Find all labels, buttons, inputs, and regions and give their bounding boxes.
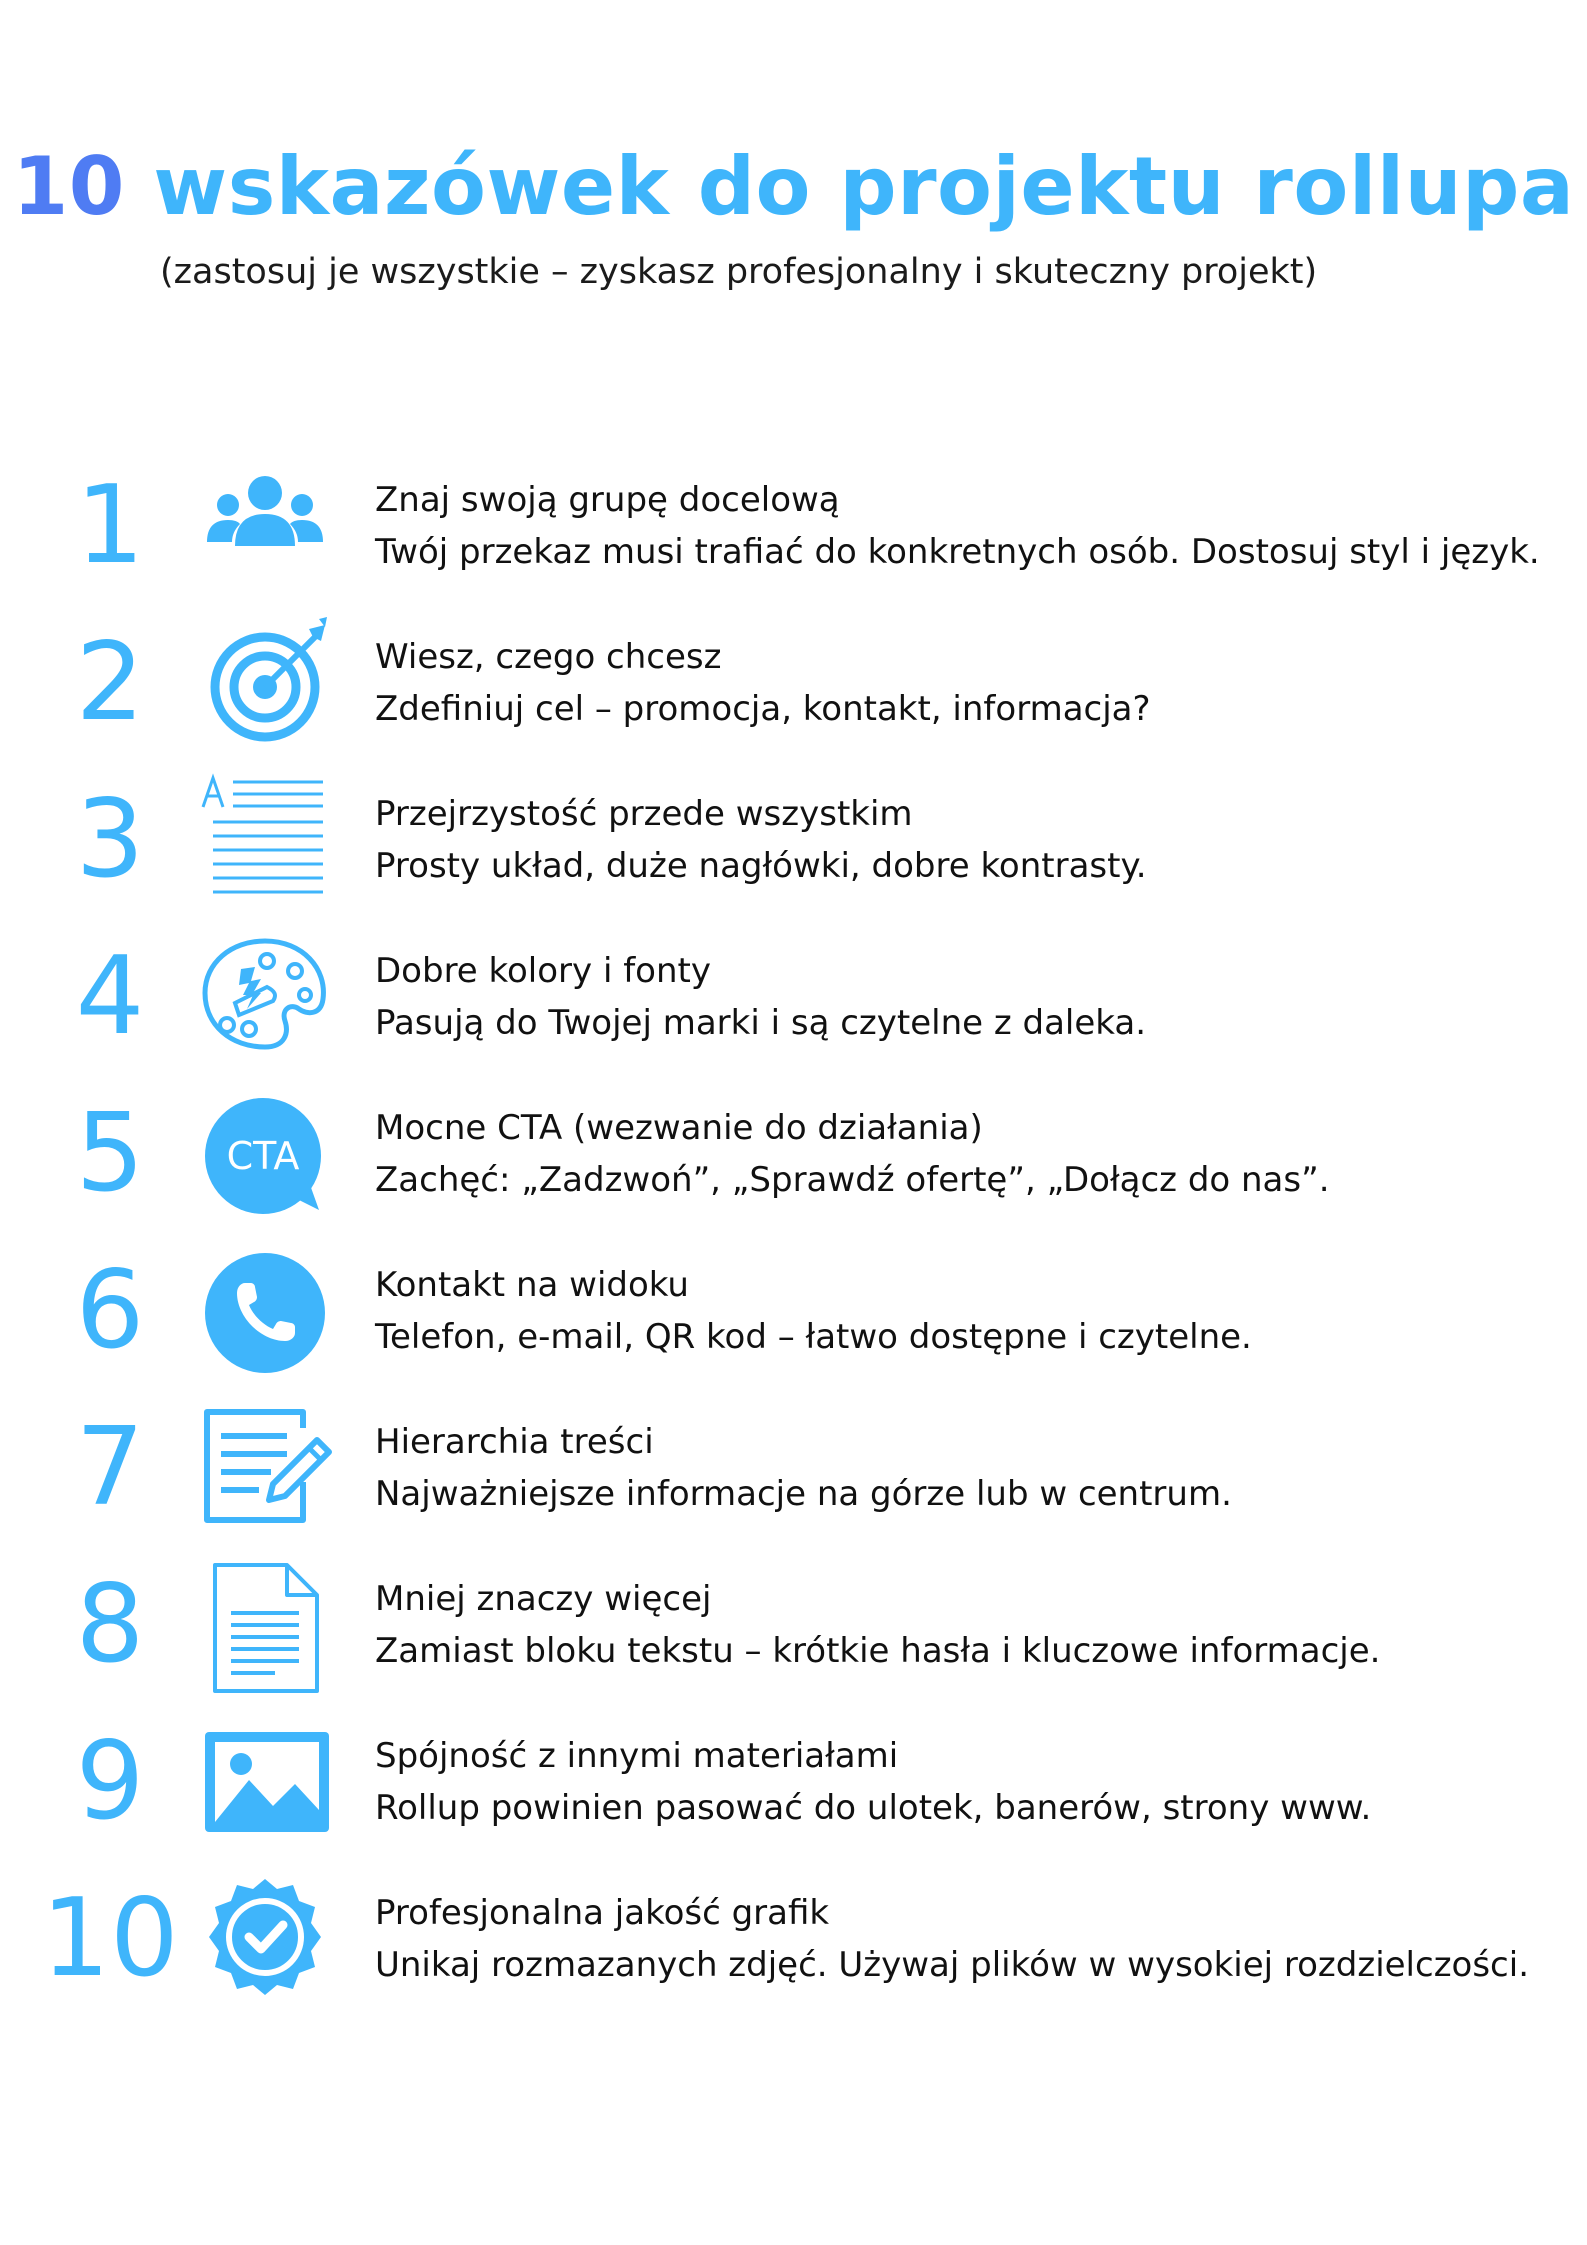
document-icon xyxy=(195,1557,335,1697)
tip-number: 7 xyxy=(75,1405,145,1530)
tip-number: 4 xyxy=(75,934,145,1059)
tip-heading: Hierarchia treści xyxy=(375,1422,654,1462)
tip-heading: Przejrzystość przede wszystkim xyxy=(375,794,913,834)
tip-heading: Dobre kolory i fonty xyxy=(375,951,711,991)
tip-item xyxy=(0,772,1587,922)
cta-label: CTA xyxy=(226,1134,300,1178)
text-lines-icon xyxy=(195,772,335,912)
cta-bubble-icon xyxy=(195,1086,335,1226)
tip-heading: Kontakt na widoku xyxy=(375,1265,689,1305)
tip-description: Najważniejsze informacje na górze lub w centrum. xyxy=(375,1474,1232,1514)
page-title xyxy=(0,140,1587,233)
tip-heading: Spójność z innymi materiałami xyxy=(375,1736,899,1776)
tip-number: 3 xyxy=(75,777,145,902)
tip-heading: Mocne CTA (wezwanie do działania) xyxy=(375,1108,983,1148)
tip-item xyxy=(0,1086,1587,1236)
tip-item xyxy=(0,1871,1587,2021)
tip-number: 8 xyxy=(75,1562,145,1687)
title-number: 10 xyxy=(12,140,125,233)
tip-item xyxy=(0,458,1587,608)
tip-item xyxy=(0,1243,1587,1393)
image-icon xyxy=(195,1714,335,1854)
palette-icon xyxy=(195,929,335,1069)
tip-description: Zachęć: „Zadzwoń”, „Sprawdź ofertę”, „Dołącz do nas”. xyxy=(375,1160,1330,1200)
tip-number: 2 xyxy=(75,620,145,745)
target-icon xyxy=(195,615,335,755)
tip-number: 10 xyxy=(41,1876,179,2001)
tip-heading: Wiesz, czego chcesz xyxy=(375,637,722,677)
quality-badge-icon xyxy=(195,1871,335,2011)
tip-number: 1 xyxy=(75,463,145,588)
tip-number: 6 xyxy=(75,1248,145,1373)
tip-item xyxy=(0,1557,1587,1707)
tip-description: Zdefiniuj cel – promocja, kontakt, informacja? xyxy=(375,689,1151,729)
tip-heading: Mniej znaczy więcej xyxy=(375,1579,712,1619)
tip-description: Unikaj rozmazanych zdjęć. Używaj plików w wysokiej rozdzielczości. xyxy=(375,1945,1530,1985)
title-text: wskazówek do projektu rollupa xyxy=(153,140,1575,233)
tip-item xyxy=(0,1400,1587,1550)
tip-item xyxy=(0,929,1587,1079)
tip-heading: Profesjonalna jakość grafik xyxy=(375,1893,830,1933)
tip-heading: Znaj swoją grupę docelową xyxy=(375,480,840,520)
group-icon xyxy=(195,458,335,598)
phone-icon xyxy=(195,1243,335,1383)
tip-item xyxy=(0,615,1587,765)
page-subtitle: (zastosuj je wszystkie – zyskasz profesjonalny i skuteczny projekt) xyxy=(160,252,1318,292)
tip-description: Telefon, e-mail, QR kod – łatwo dostępne i czytelne. xyxy=(375,1317,1252,1357)
tip-description: Prosty układ, duże nagłówki, dobre kontrasty. xyxy=(375,846,1147,886)
tip-description: Rollup powinien pasować do ulotek, banerów, strony www. xyxy=(375,1788,1372,1828)
edit-document-icon xyxy=(195,1400,335,1540)
tip-item xyxy=(0,1714,1587,1864)
tip-description: Zamiast bloku tekstu – krótkie hasła i kluczowe informacje. xyxy=(375,1631,1381,1671)
tip-number: 9 xyxy=(75,1719,145,1844)
tip-description: Pasują do Twojej marki i są czytelne z daleka. xyxy=(375,1003,1147,1043)
tip-description: Twój przekaz musi trafiać do konkretnych osób. Dostosuj styl i język. xyxy=(375,532,1540,572)
tip-number: 5 xyxy=(75,1091,145,1216)
